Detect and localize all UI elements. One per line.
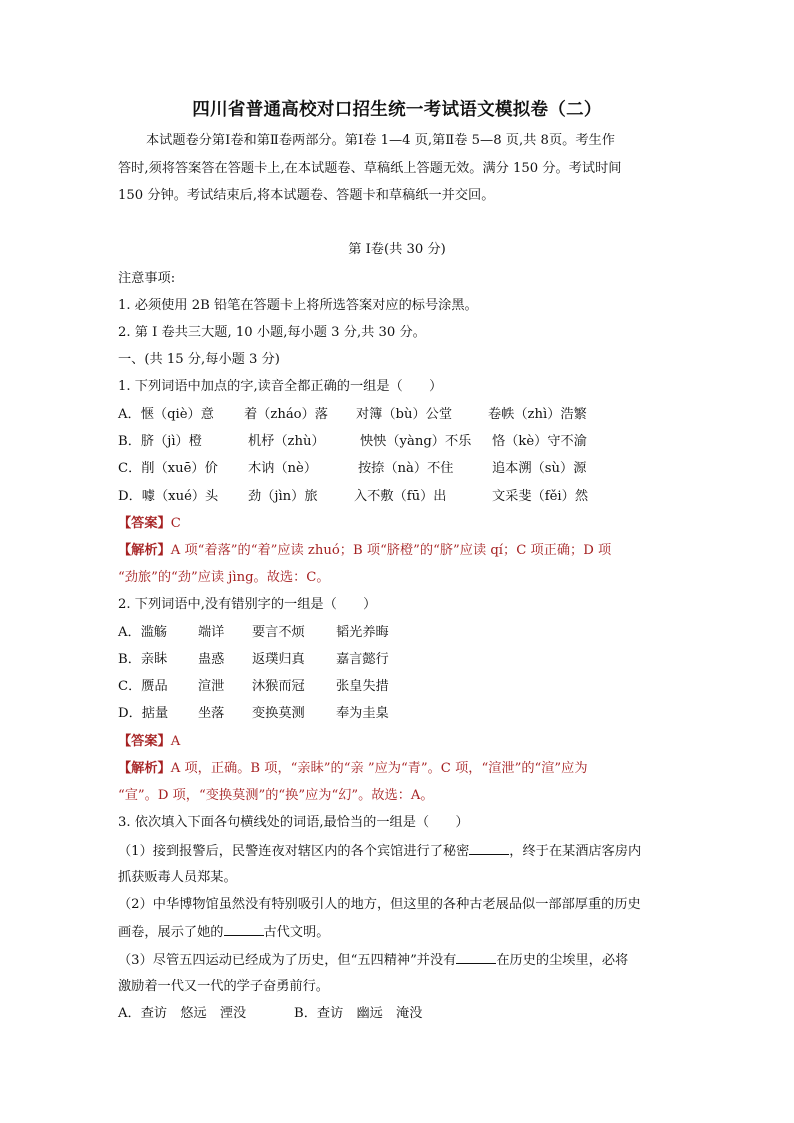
option-word: 按捺（nà）不住 xyxy=(358,461,454,476)
option-word: B．亲眛 xyxy=(118,652,168,667)
option-word: 文采斐（fěi）然 xyxy=(492,489,589,504)
option-word: A．惬（qiè）意 xyxy=(118,407,214,422)
answer-tag: 【答案】 xyxy=(118,516,171,531)
option-row xyxy=(118,433,598,451)
option-word: 张皇失措 xyxy=(336,679,389,694)
answer-value: C xyxy=(170,516,181,531)
analysis-line xyxy=(118,542,611,560)
analysis-text: “劲旅”的“劲”应读 jìng。故选：C。 xyxy=(118,570,330,585)
sentence-text: 古代文明。 xyxy=(263,925,330,940)
question-stem: 1. 下列词语中加点的字,读音全都正确的一组是（ ） xyxy=(118,379,443,394)
answer-tag: 【答案】 xyxy=(118,734,171,749)
option-word: 机杼（zhù） xyxy=(248,434,325,449)
option-word: 劲（jìn）旅 xyxy=(248,489,318,504)
sentence-line xyxy=(118,923,329,942)
option-row xyxy=(118,678,518,696)
sentence-line: （2）中华博物馆虽然没有特别吸引人的地方，但这里的各种古老展品似一部部厚重的历史 xyxy=(118,897,641,912)
option-word: 沐猴而冠 xyxy=(252,679,305,694)
sentence-text: （1）接到报警后，民警连夜对辖区内的各个宾馆进行了秘密 xyxy=(118,844,470,859)
intro-line: 150 分钟。考试结束后,将本试题卷、答题卡和草稿纸一并交回。 xyxy=(118,188,495,203)
section-heading: 一、(共 15 分,每小题 3 分) xyxy=(118,352,280,367)
fill-blank xyxy=(224,923,264,936)
sentence-text: 画卷，展示了她的 xyxy=(118,925,224,940)
option-word: C．削（xuē）价 xyxy=(118,461,218,476)
sentence-text: 在历史的尘埃里，必将 xyxy=(496,953,629,968)
intro-line: 答时,须将答案答在答题卡上,在本试题卷、草稿纸上答题无效。满分 150 分。考试时间 xyxy=(118,161,622,176)
fill-blank xyxy=(456,951,496,964)
option-row xyxy=(118,460,598,478)
option-word: 韬光养晦 xyxy=(336,625,389,640)
option-word: 要言不烦 xyxy=(252,625,305,640)
question-stem: 3. 依次填入下面各句横线处的词语,最恰当的一组是（ ） xyxy=(118,815,469,830)
question-stem: 2. 下列词语中,没有错别字的一组是（ ） xyxy=(118,597,377,612)
notes-heading: 注意事项: xyxy=(118,271,176,286)
note-item: 1. 必须使用 2B 铅笔在答题卡上将所选答案对应的标号涂黑。 xyxy=(118,298,478,313)
analysis-text: A 项“着落”的“着”应读 zhuó；B 项“脐橙”的“脐”应读 qí；C 项正确；D 项 xyxy=(170,543,612,558)
option-word: D．掂量 xyxy=(118,706,169,721)
option-word: 端详 xyxy=(198,625,225,640)
option-word: 追本溯（sù）源 xyxy=(492,461,587,476)
page-title: 四川省普通高校对口招生统一考试语文模拟卷（二） xyxy=(192,100,602,120)
option-word: D．噱（xué）头 xyxy=(118,489,219,504)
option-word: 嘉言懿行 xyxy=(336,652,389,667)
sentence-line: 抓获贩毒人员郑某。 xyxy=(118,870,237,885)
note-item: 2. 第 Ⅰ 卷共三大题, 10 小题,每小题 3 分,共 30 分。 xyxy=(118,325,426,340)
analysis-text: “宣”。D 项，“变换莫测”的“换”应为“幻”。故选：A。 xyxy=(118,788,434,803)
option-word: 蛊惑 xyxy=(198,652,225,667)
sentence-line xyxy=(118,951,628,970)
option-word: 恪（kè）守不渝 xyxy=(492,434,587,449)
option-word: 变换莫测 xyxy=(252,706,305,721)
option-row xyxy=(118,1005,458,1023)
sentence-text: （3）尽管五四运动已经成为了历史，但“五四精神”并没有 xyxy=(118,953,457,968)
option-word: 怏怏（yàng）不乐 xyxy=(360,434,472,449)
intro-line: 本试题卷分第Ⅰ卷和第Ⅱ卷两部分。第Ⅰ卷 1—4 页,第Ⅱ卷 5—8 页,共 8页。考生作 xyxy=(146,133,615,148)
sentence-line: 激励着一代又一代的学子奋勇前行。 xyxy=(118,979,329,994)
part1-heading: 第 Ⅰ卷(共 30 分) xyxy=(348,242,446,257)
analysis-tag: 【解析】 xyxy=(118,543,171,558)
option-word: A．滥觞 xyxy=(118,625,168,640)
option-row xyxy=(118,624,518,642)
option-word: 渲泄 xyxy=(198,679,225,694)
option-word: 奉为圭臬 xyxy=(336,706,389,721)
option-word: 坐落 xyxy=(198,706,225,721)
option-word: 着（zháo）落 xyxy=(244,407,328,422)
option-word: 入不敷（fū）出 xyxy=(354,489,447,504)
option-word: 卷帙（zhì）浩繁 xyxy=(488,407,587,422)
sentence-text: ，终于在某酒店客房内 xyxy=(509,844,642,859)
option-word: 对簿（bù）公堂 xyxy=(356,407,453,422)
option-choice: A．查访 悠远 湮没 xyxy=(118,1006,247,1021)
analysis-line xyxy=(118,760,588,778)
fill-blank xyxy=(469,842,509,855)
option-word: C．赝品 xyxy=(118,679,168,694)
option-choice: B．查访 幽远 淹没 xyxy=(294,1006,423,1021)
option-word: 木讷（nè） xyxy=(248,461,318,476)
answer-value: A xyxy=(170,734,181,749)
option-word: 返璞归真 xyxy=(252,652,305,667)
option-row xyxy=(118,651,518,669)
answer-line xyxy=(118,733,180,751)
answer-line xyxy=(118,515,181,533)
option-row xyxy=(118,705,518,723)
analysis-text: A 项，正确。B 项，“亲眛”的“亲 ”应为“青”。C 项，“渲泄”的“渲”应为 xyxy=(170,761,588,776)
option-row xyxy=(118,406,598,424)
sentence-line xyxy=(118,842,641,861)
option-row xyxy=(118,488,598,506)
option-word: B．脐（jì）橙 xyxy=(118,434,202,449)
analysis-tag: 【解析】 xyxy=(118,761,171,776)
